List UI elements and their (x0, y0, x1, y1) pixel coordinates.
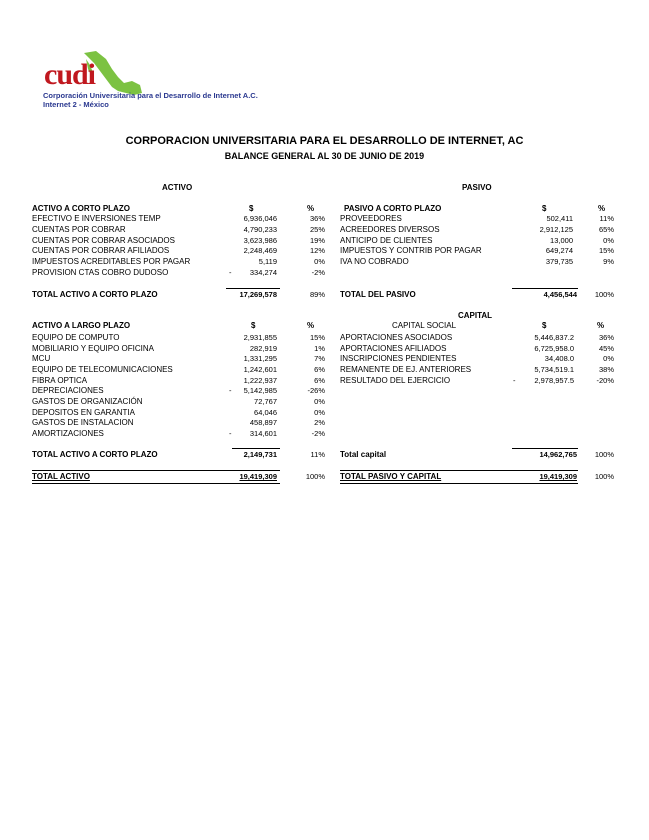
activo-corto-dollar-header: $ (249, 204, 254, 213)
table-row-label: DEPOSITOS EN GARANTIA (32, 408, 135, 417)
table-row-pct: 1% (314, 344, 325, 353)
table-row-pct: 7% (314, 354, 325, 363)
table-row-value: 13,000 (550, 236, 573, 245)
pasivo-corto-dollar-header: $ (542, 204, 547, 213)
table-row-value: 334,274 (249, 268, 277, 277)
table-row-value: 1,222,937 (243, 376, 277, 385)
table-row-pct: 0% (314, 408, 325, 417)
pasivo-total-pct: 100% (594, 290, 614, 299)
pasivo-section-header: PASIVO (462, 183, 492, 192)
negative-sign: - (229, 268, 232, 277)
table-row-pct: 0% (603, 236, 614, 245)
table-row-value: 314,601 (249, 429, 277, 438)
activo-largo-total-rule (232, 448, 280, 449)
table-row-label: CUENTAS POR COBRAR AFILIADOS (32, 246, 170, 255)
table-row-label: APORTACIONES AFILIADOS (340, 344, 447, 353)
table-row-pct: 6% (314, 365, 325, 374)
table-row-label: AMORTIZACIONES (32, 429, 104, 438)
table-row-pct: 0% (314, 257, 325, 266)
table-row-pct: -2% (311, 429, 325, 438)
table-row-label: CUENTAS POR COBRAR ASOCIADOS (32, 236, 175, 245)
activo-corto-total-pct: 89% (309, 290, 325, 299)
table-row-pct: 6% (314, 376, 325, 385)
table-row-value: 1,331,295 (243, 354, 277, 363)
table-row-value: 5,142,985 (243, 386, 277, 395)
pasivo-total-value: 4,456,544 (543, 290, 577, 299)
activo-largo-pct-header: % (307, 321, 315, 330)
table-row-value: 2,931,855 (243, 333, 277, 342)
pasivo-corto-total-rule (512, 288, 578, 289)
capital-dollar-header: $ (542, 321, 547, 330)
grand-total-activo-top-rule (32, 470, 280, 471)
table-row-pct: 36% (598, 333, 614, 342)
table-row-pct: 2% (314, 418, 325, 427)
table-row-label: REMANENTE DE EJ. ANTERIORES (340, 365, 472, 374)
table-row-label: CUENTAS POR COBRAR (32, 225, 126, 234)
pasivo-total-label: TOTAL DEL PASIVO (340, 290, 416, 299)
table-row-label: IMPUESTOS ACREDITABLES POR PAGAR (32, 257, 191, 266)
logo-tagline: Internet 2 - México (43, 100, 109, 109)
table-row-label: ANTICIPO DE CLIENTES (340, 236, 433, 245)
table-row-pct: 12% (309, 246, 325, 255)
activo-largo-dollar-header: $ (251, 321, 256, 330)
table-row-label: MCU (32, 354, 51, 363)
capital-total-rule (512, 448, 578, 449)
negative-sign: - (229, 386, 232, 395)
table-row-label: FIBRA OPTICA (32, 376, 88, 385)
table-row-value: 64,046 (254, 408, 277, 417)
activo-corto-total-rule (226, 288, 280, 289)
capital-total-label: Total capital (340, 450, 387, 459)
table-row-label: INSCRIPCIONES PENDIENTES (340, 354, 457, 363)
grand-total-activo-bottom-rule (32, 483, 280, 484)
capital-social-header: CAPITAL SOCIAL (392, 321, 457, 330)
activo-corto-total-label: TOTAL ACTIVO A CORTO PLAZO (32, 290, 158, 299)
grand-total-pasivo-bottom-rule (340, 483, 578, 484)
table-row-pct: 15% (598, 246, 614, 255)
table-row-label: APORTACIONES ASOCIADOS (340, 333, 453, 342)
total-pasivo-capital-value: 19,419,309 (539, 472, 577, 481)
table-row-label: PROVEEDORES (340, 214, 402, 223)
table-row-value: 4,790,233 (243, 225, 277, 234)
table-row-value: 5,734,519.1 (534, 365, 574, 374)
activo-corto-total-value: 17,269,578 (239, 290, 277, 299)
table-row-label: IVA NO COBRADO (340, 257, 409, 266)
capital-section-header: CAPITAL (458, 311, 493, 320)
total-pasivo-capital-label: TOTAL PASIVO Y CAPITAL (340, 472, 442, 481)
pasivo-corto-pct-header: % (598, 204, 606, 213)
activo-corto-pct-header: % (307, 204, 315, 213)
table-row-pct: -20% (596, 376, 614, 385)
table-row-pct: -26% (307, 386, 325, 395)
negative-sign: - (513, 376, 516, 385)
cudi-logo-word: cudi (44, 58, 96, 91)
table-row-value: 6,725,958.0 (534, 344, 574, 353)
table-row-label: EQUIPO DE TELECOMUNICACIONES (32, 365, 173, 374)
table-row-value: 282,919 (249, 344, 277, 353)
table-row-pct: 45% (598, 344, 614, 353)
table-row-label: GASTOS DE ORGANIZACIÓN (32, 397, 143, 406)
table-row-value: 1,242,601 (243, 365, 277, 374)
table-row-pct: 19% (309, 236, 325, 245)
table-row-label: EFECTIVO E INVERSIONES TEMP (32, 214, 161, 223)
table-row-value: 649,274 (545, 246, 573, 255)
activo-largo-total-value: 2,149,731 (243, 450, 277, 459)
document-subtitle: BALANCE GENERAL AL 30 DE JUNIO DE 2019 (224, 151, 425, 161)
activo-corto-header: ACTIVO A CORTO PLAZO (32, 204, 130, 213)
table-row-pct: -2% (311, 268, 325, 277)
table-row-label: GASTOS DE INSTALACION (32, 418, 134, 427)
table-row-label: PROVISION CTAS COBRO DUDOSO (32, 268, 169, 277)
table-row-label: EQUIPO DE COMPUTO (32, 333, 120, 342)
table-row-pct: 38% (598, 365, 614, 374)
table-row-label: RESULTADO DEL EJERCICIO (340, 376, 451, 385)
table-row-pct: 9% (603, 257, 614, 266)
table-row-pct: 11% (599, 214, 614, 223)
pasivo-corto-header: PASIVO A CORTO PLAZO (344, 204, 442, 213)
table-row-value: 5,119 (258, 257, 277, 266)
total-activo-pct: 100% (305, 472, 325, 481)
capital-total-pct: 100% (594, 450, 614, 459)
table-row-pct: 0% (603, 354, 614, 363)
capital-total-value: 14,962,765 (539, 450, 577, 459)
table-row-label: MOBILIARIO Y EQUIPO OFICINA (32, 344, 154, 353)
table-row-pct: 65% (598, 225, 614, 234)
capital-pct-header: % (597, 321, 605, 330)
grand-total-pasivo-top-rule (340, 470, 578, 471)
table-row-value: 3,623,986 (243, 236, 277, 245)
total-activo-label: TOTAL ACTIVO (32, 472, 90, 481)
negative-sign: - (229, 429, 232, 438)
table-row-label: IMPUESTOS Y CONTRIB POR PAGAR (340, 246, 482, 255)
table-row-value: 6,936,046 (243, 214, 277, 223)
document-title: CORPORACION UNIVERSITARIA PARA EL DESARROLLO DE INTERNET, AC (125, 135, 524, 147)
table-row-pct: 0% (314, 397, 325, 406)
table-row-value: 458,897 (249, 418, 277, 427)
activo-section-header: ACTIVO (162, 183, 193, 192)
activo-largo-total-pct: 11% (310, 450, 325, 459)
logo-org-name: Corporación Universitaria para el Desarrollo de Internet A.C. (43, 91, 258, 100)
table-row-value: 502,411 (546, 214, 573, 223)
table-row-label: DEPRECIACIONES (32, 386, 104, 395)
table-row-value: 2,978,957.5 (534, 376, 574, 385)
table-row-value: 2,248,469 (243, 246, 277, 255)
table-row-value: 34,408.0 (544, 354, 574, 363)
activo-largo-header: ACTIVO A LARGO PLAZO (32, 321, 131, 330)
table-row-value: 72,767 (254, 397, 277, 406)
table-row-pct: 36% (309, 214, 325, 223)
table-row-label: ACREEDORES DIVERSOS (340, 225, 440, 234)
table-row-value: 379,735 (545, 257, 573, 266)
table-row-pct: 15% (309, 333, 325, 342)
total-activo-value: 19,419,309 (239, 472, 277, 481)
table-row-pct: 25% (309, 225, 325, 234)
activo-largo-total-label: TOTAL ACTIVO A CORTO PLAZO (32, 450, 158, 459)
table-row-value: 5,446,837.2 (534, 333, 574, 342)
total-pasivo-capital-pct: 100% (594, 472, 614, 481)
table-row-value: 2,912,125 (539, 225, 573, 234)
